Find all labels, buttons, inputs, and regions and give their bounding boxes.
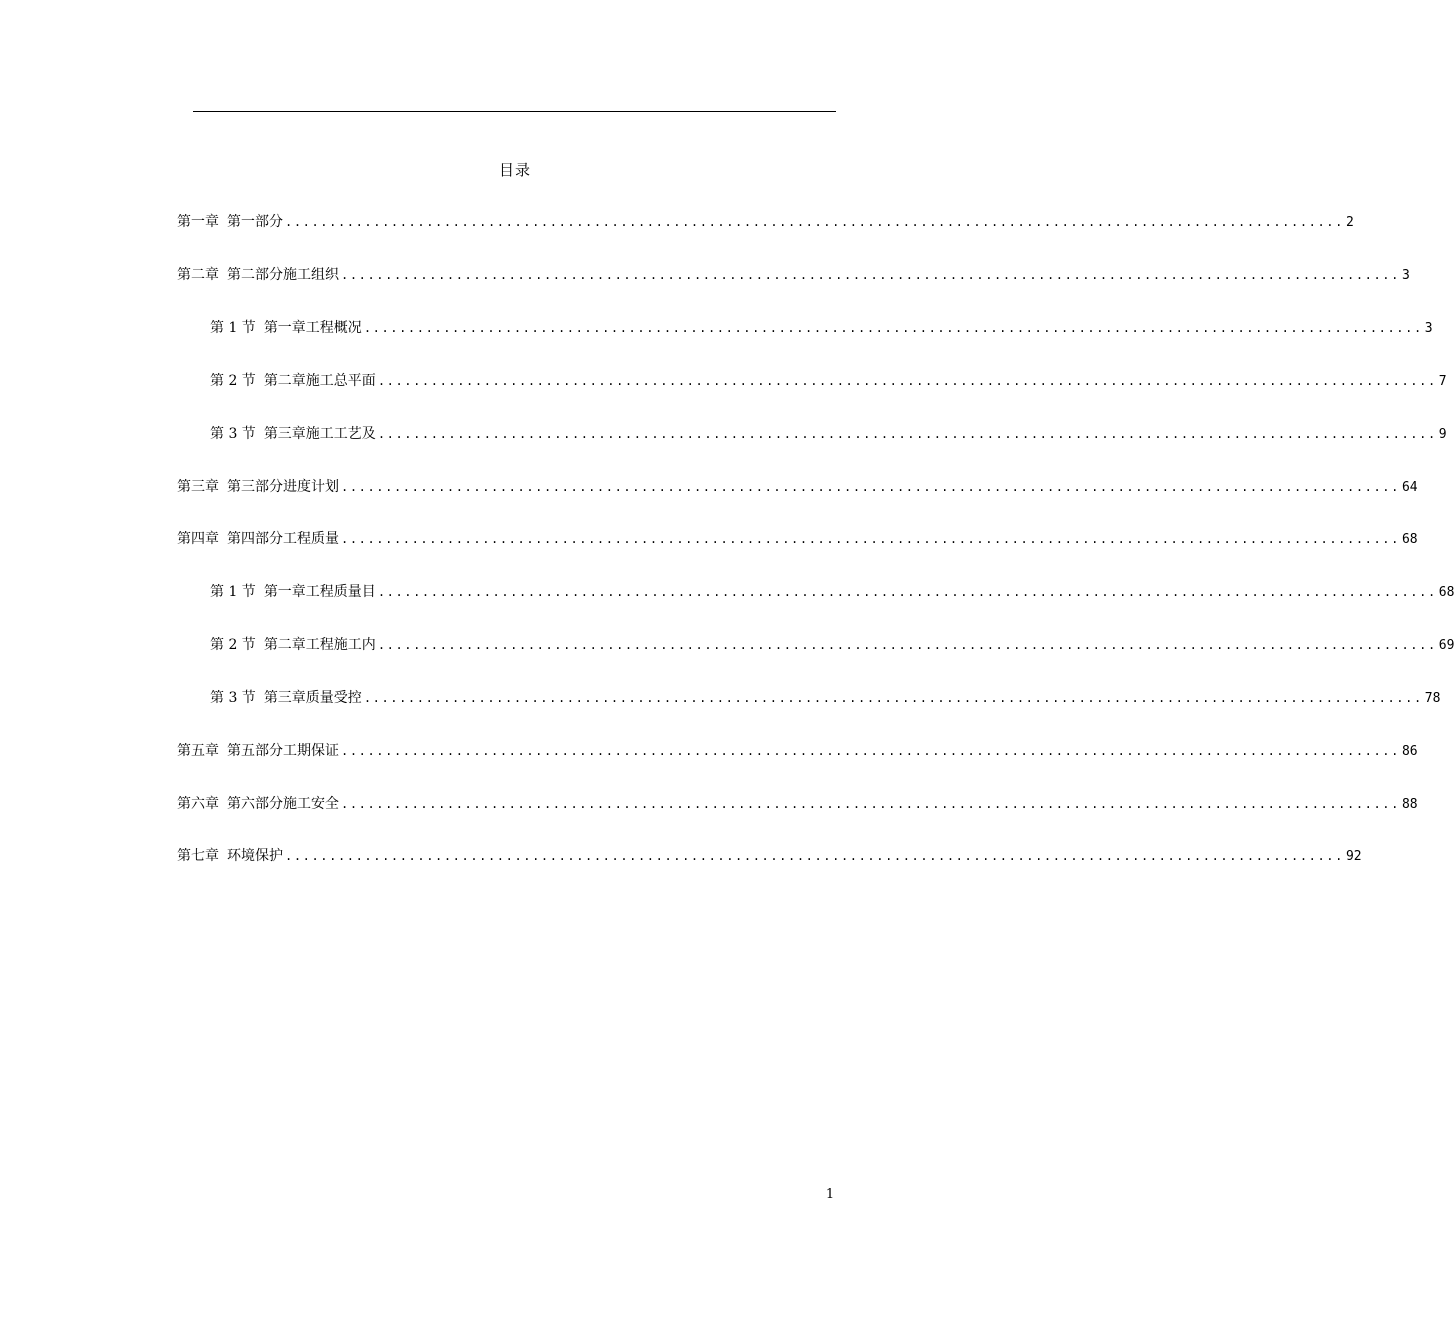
header-rule (193, 111, 836, 112)
toc-entry[interactable] (210, 317, 1433, 339)
toc-entry-title: 第三章质量受控 (263, 690, 362, 706)
toc-entry-page: 68 (1438, 585, 1454, 600)
toc-dot-leader: ........................................................................................................................ (285, 849, 1344, 863)
toc-entry-title: 第四部分工程质量 (227, 531, 339, 547)
toc-dot-leader: ........................................................................................................................ (377, 374, 1437, 388)
toc-dot-leader: ........................................................................................................................ (377, 427, 1437, 441)
toc-entry-page: 2 (1345, 215, 1354, 230)
toc-entry-title: 第一部分 (227, 214, 283, 230)
toc-entry[interactable] (210, 687, 1441, 709)
toc-entry-number: 第六章 (177, 796, 219, 812)
toc-entry-page: 68 (1401, 532, 1418, 547)
toc-entry-page: 69 (1438, 638, 1454, 653)
toc-entry-title: 第六部分施工安全 (227, 796, 339, 812)
page-number: 1 (825, 1187, 835, 1202)
toc-dot-leader: ........................................................................................................................ (341, 532, 1400, 546)
toc-entry-title: 第三章施工工艺及 (263, 426, 376, 442)
toc-dot-leader: ........................................................................................................................ (377, 585, 1437, 599)
toc-dot-leader: ........................................................................................................................ (341, 268, 1400, 282)
toc-dot-leader: ........................................................................................................................ (285, 215, 1344, 229)
toc-entry-number: 第 3 节 (210, 690, 256, 706)
toc-entry[interactable] (177, 845, 1362, 867)
toc-entry-page: 7 (1438, 374, 1447, 389)
toc-entry[interactable] (210, 581, 1454, 603)
toc-entry-title: 第一章工程质量目 (263, 584, 376, 600)
toc-entry-page: 92 (1345, 849, 1362, 864)
toc-entry-page: 3 (1424, 321, 1433, 336)
toc-dot-leader: ........................................................................................................................ (363, 691, 1423, 705)
toc-entry-number: 第四章 (177, 531, 219, 547)
toc-entry-number: 第 2 节 (210, 373, 256, 389)
toc-dot-leader: ........................................................................................................................ (341, 480, 1400, 494)
toc-entry-page: 88 (1401, 797, 1418, 812)
toc-entry-number: 第 2 节 (210, 637, 256, 653)
toc-dot-leader: ........................................................................................................................ (341, 797, 1400, 811)
toc-entry-page: 3 (1401, 268, 1410, 283)
toc-entry[interactable] (177, 740, 1418, 762)
toc-entry-number: 第二章 (177, 267, 219, 283)
toc-entry-title: 环境保护 (227, 848, 283, 864)
toc-entry-title: 第三部分进度计划 (227, 479, 339, 495)
toc-entry-number: 第 1 节 (210, 584, 256, 600)
toc-entry[interactable] (210, 423, 1447, 445)
toc-dot-leader: ........................................................................................................................ (341, 744, 1400, 758)
toc-entry-page: 78 (1424, 691, 1441, 706)
toc-entry[interactable] (177, 211, 1354, 233)
toc-entry[interactable] (177, 264, 1410, 286)
toc-entry-title: 第二部分施工组织 (227, 267, 339, 283)
toc-entry[interactable] (210, 370, 1447, 392)
toc-entry-page: 86 (1401, 744, 1418, 759)
toc-entry[interactable] (177, 793, 1418, 815)
toc-entry-title: 第一章工程概况 (263, 320, 362, 336)
toc-entry-number: 第七章 (177, 848, 219, 864)
toc-entry-number: 第 1 节 (210, 320, 256, 336)
toc-entry-title: 第二章工程施工内 (263, 637, 376, 653)
toc-entry-number: 第一章 (177, 214, 219, 230)
toc-dot-leader: ........................................................................................................................ (377, 638, 1437, 652)
toc-entry[interactable] (210, 634, 1454, 656)
toc-entry-number: 第三章 (177, 479, 219, 495)
toc-entry-page: 64 (1401, 480, 1418, 495)
toc-entry-title: 第五部分工期保证 (227, 743, 339, 759)
toc-entry-page: 9 (1438, 427, 1447, 442)
toc-dot-leader: ........................................................................................................................ (363, 321, 1423, 335)
toc-entry[interactable] (177, 528, 1418, 550)
toc-entry-number: 第 3 节 (210, 426, 256, 442)
toc-title: 目录 (498, 161, 531, 179)
toc-entry[interactable] (177, 476, 1418, 498)
toc-entry-title: 第二章施工总平面 (263, 373, 376, 389)
toc-entry-number: 第五章 (177, 743, 219, 759)
